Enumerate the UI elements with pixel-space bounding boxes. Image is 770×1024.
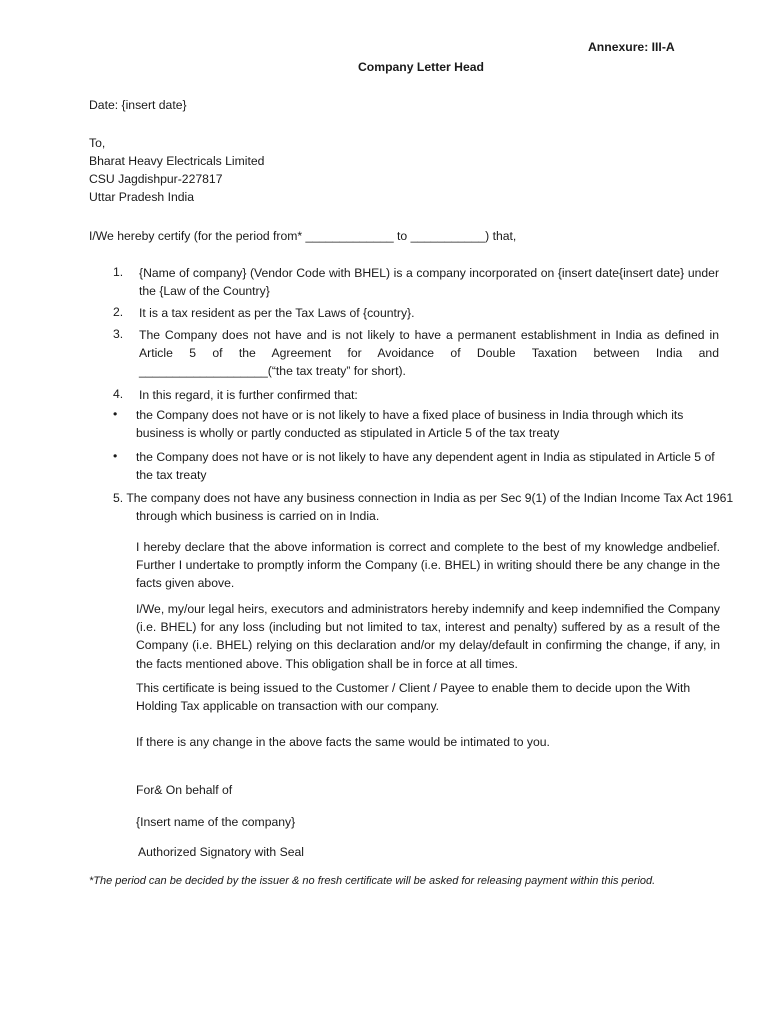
bullet-mark: • bbox=[113, 449, 118, 463]
declaration-change: If there is any change in the above facts the same would be intimated to you. bbox=[136, 735, 550, 749]
list-item: The Company does not have and is not likely to have a permanent establishment in India as defined in Article 5 of the Agreement for Avoidance of Double Taxation between India and ___________________(“the tax treaty” for short). bbox=[139, 328, 719, 379]
list-item: It is a tax resident as per the Tax Laws of {country}. bbox=[139, 306, 415, 320]
list-item-number: 3. bbox=[113, 327, 124, 341]
list-item: {Name of company} (Vendor Code with BHEL) is a company incorporated on {insert date{insert date} under the {Law of the Country} bbox=[139, 266, 719, 299]
address-to: To, bbox=[89, 136, 106, 150]
annexure-label: Annexure: III-A bbox=[588, 40, 675, 54]
certify-line: I/We hereby certify (for the period from* _____________ to ___________) that, bbox=[89, 229, 517, 243]
on-behalf-of: For& On behalf of bbox=[136, 783, 233, 797]
address-line1: Bharat Heavy Electricals Limited bbox=[89, 154, 265, 168]
list-item-number: 2. bbox=[113, 305, 124, 319]
list-item-number: 1. bbox=[113, 265, 124, 279]
declaration-certificate: This certificate is being issued to the Customer / Client / Payee to enable them to decide upon the With Holding Tax applicable on transaction with our company. bbox=[136, 681, 691, 714]
declaration-knowledge: I hereby declare that the above information is correct and complete to the best of my knowledge andbelief. Further I undertake to promptly inform the Company (i.e. BHEL) in writing should there be any change in the facts given above. bbox=[136, 540, 720, 591]
company-name-placeholder: {Insert name of the company} bbox=[136, 815, 296, 829]
footnote: *The period can be decided by the issuer & no fresh certificate will be asked for releasing payment within this period. bbox=[89, 875, 656, 887]
declaration-indemnity: I/We, my/our legal heirs, executors and administrators hereby indemnify and keep indemnified the Company (i.e. BHEL) for any loss (including but not limited to tax, interest and penalty) suffered by as a result of the Company (i.e. BHEL) relying on this declaration and/or my delay/default in confirming the change, if any, in the facts mentioned above. This obligation shall be in force at all times. bbox=[136, 602, 720, 671]
bullet-item: the Company does not have or is not likely to have any dependent agent in India as stipulated in Article 5 of the tax treaty bbox=[136, 450, 715, 483]
date-line: Date: {insert date} bbox=[89, 98, 187, 112]
bullet-mark: • bbox=[113, 407, 118, 421]
address-line2: CSU Jagdishpur-227817 bbox=[89, 172, 223, 186]
list-item: In this regard, it is further confirmed that: bbox=[139, 388, 358, 402]
authorized-signatory: Authorized Signatory with Seal bbox=[138, 845, 304, 859]
letterhead-title: Company Letter Head bbox=[358, 60, 484, 74]
item-5: 5. The company does not have any business connection in India as per Sec 9(1) of the Indian Income Tax Act 1961 through which business is carried on in India. bbox=[113, 491, 734, 524]
list-item-number: 4. bbox=[113, 387, 124, 401]
address-line3: Uttar Pradesh India bbox=[89, 190, 195, 204]
bullet-item: the Company does not have or is not likely to have a fixed place of business in India through which its business is wholly or partly conducted as stipulated in Article 5 of the tax treaty bbox=[136, 408, 684, 441]
